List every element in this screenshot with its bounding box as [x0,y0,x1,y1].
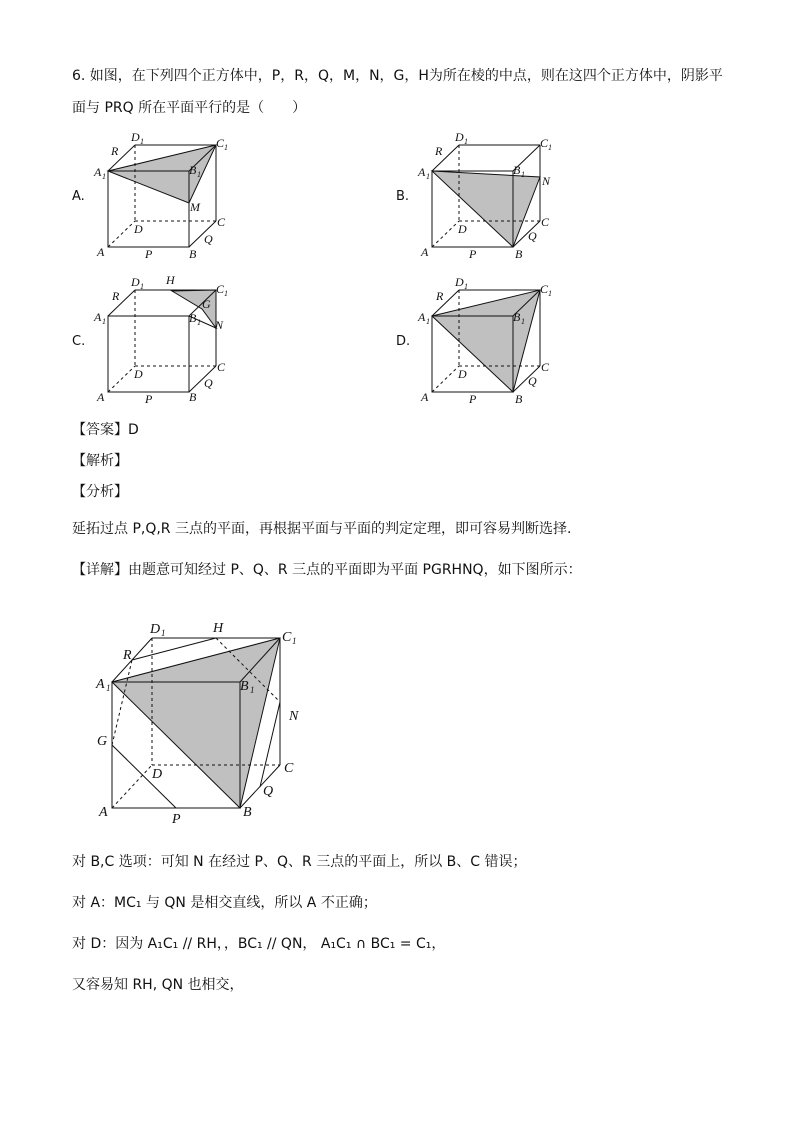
svg-text:D: D [455,275,464,289]
analysis-heading: 【解析】 [72,453,128,469]
figure-option-d [416,273,566,408]
svg-text:N: N [542,174,551,188]
answer-line: 【答案】D [72,422,139,438]
option-d-label: D. [396,334,411,349]
svg-text:C: C [282,630,292,645]
option-c-label: C. [72,334,86,349]
svg-text:G: G [97,734,108,749]
svg-text:1: 1 [224,289,228,298]
svg-text:A: A [418,165,426,179]
svg-text:D: D [131,275,140,289]
detail-line: 【详解】由题意可知经过 P、Q、R 三点的平面即为平面 PGRHNQ，如下图所示： [72,562,582,578]
svg-text:A: A [96,677,105,692]
svg-text:1: 1 [224,143,228,152]
svg-text:1: 1 [521,317,525,326]
figure-option-b [416,128,566,263]
svg-text:R: R [112,289,120,303]
svg-text:P: P [145,392,153,406]
svg-text:A: A [421,390,429,404]
conclusion-d: 对 D：因为 A₁C₁ // RH，，BC₁ // QN， A₁C₁ ∩ BC₁ = C₁， [72,936,446,952]
question-line-2: 面与 PRQ 所在平面平行的是（ ） [72,100,307,116]
svg-text:R: R [436,289,444,303]
svg-text:A: A [421,245,429,259]
fenxi-text: 延拓过点 P,Q,R 三点的平面，再根据平面与平面的判定定理，即可容易判断选择. [72,521,572,537]
svg-text:B: B [513,310,521,324]
option-b-label: B. [396,189,410,204]
svg-text:B: B [189,390,197,404]
svg-text:C: C [217,360,226,374]
svg-text:Q: Q [204,376,213,390]
svg-text:D: D [455,130,464,144]
svg-text:D: D [150,622,161,637]
svg-text:D: D [458,222,467,236]
svg-text:H: H [213,621,224,636]
point-label-q: Q [204,232,213,246]
vertex-label-c: C [217,215,226,229]
svg-text:C: C [541,360,550,374]
svg-text:D: D [134,367,143,381]
svg-text:C: C [216,282,225,296]
svg-text:1: 1 [521,170,525,179]
figure-option-a [92,128,242,263]
svg-text:1: 1 [102,317,106,326]
point-label-r: R [111,144,119,158]
svg-text:N: N [215,318,224,332]
svg-text:1: 1 [292,636,297,646]
vertex-label-b: B [189,247,197,261]
svg-text:1: 1 [426,172,430,181]
svg-text:1: 1 [161,628,166,638]
svg-text:B: B [240,679,249,694]
svg-text:C: C [284,761,294,776]
svg-text:R: R [435,144,443,158]
svg-text:H: H [166,273,175,287]
option-a-label: A. [72,189,85,204]
svg-text:B: B [189,311,197,325]
svg-text:1: 1 [197,170,201,179]
conclusion-bc: 对 B,C 选项：可知 N 在经过 P、Q、R 三点的平面上，所以 B、C 错误； [72,854,527,870]
svg-text:1: 1 [140,137,144,146]
svg-text:Q: Q [528,374,537,388]
vertex-label-b1: B [189,163,197,177]
svg-text:1: 1 [250,685,255,695]
svg-text:N: N [289,709,299,724]
vertex-label-c1: C [216,136,225,150]
svg-text:1: 1 [197,318,201,327]
svg-text:P: P [469,247,477,261]
svg-text:P: P [469,392,477,406]
svg-text:B: B [515,247,523,261]
svg-text:1: 1 [548,143,552,152]
point-label-m: M [190,200,200,214]
conclusion-a: 对 A：MC₁ 与 QN 是相交直线，所以 A 不正确； [72,895,377,911]
figure-option-c [92,273,242,408]
svg-text:1: 1 [464,282,468,291]
svg-text:B: B [243,805,252,820]
svg-text:A: A [97,390,105,404]
point-label-p: P [145,247,153,261]
svg-text:P: P [172,812,181,827]
svg-text:1: 1 [140,282,144,291]
svg-text:B: B [515,392,523,406]
svg-text:1: 1 [426,317,430,326]
svg-text:C: C [540,136,549,150]
vertex-label-a: A [97,245,105,259]
vertex-label-d1: D [131,130,140,144]
vertex-label-a1: A [94,165,102,179]
svg-text:D: D [458,367,467,381]
conclusion-last: 又容易知 RH, QN 也相交， [72,977,244,993]
svg-text:1: 1 [464,137,468,146]
fenxi-heading: 【分析】 [72,484,128,500]
svg-text:1: 1 [106,683,111,693]
svg-text:Q: Q [528,229,537,243]
svg-text:D: D [152,767,163,782]
svg-text:C: C [540,282,549,296]
svg-text:Q: Q [263,784,274,799]
svg-text:A: A [418,310,426,324]
svg-text:B: B [513,163,521,177]
svg-text:A: A [94,310,102,324]
svg-text:A: A [99,805,108,820]
svg-text:R: R [123,648,132,663]
vertex-label-d: D [134,222,143,236]
question-line-1: 6. 如图，在下列四个正方体中，P，R，Q，M，N，G，H为所在棱的中点，则在这四个正方体中，阴影平 [72,68,723,84]
svg-text:1: 1 [548,289,552,298]
svg-text:1: 1 [102,172,106,181]
svg-text:C: C [541,215,550,229]
svg-text:G: G [202,297,211,311]
solution-figure [92,612,322,832]
